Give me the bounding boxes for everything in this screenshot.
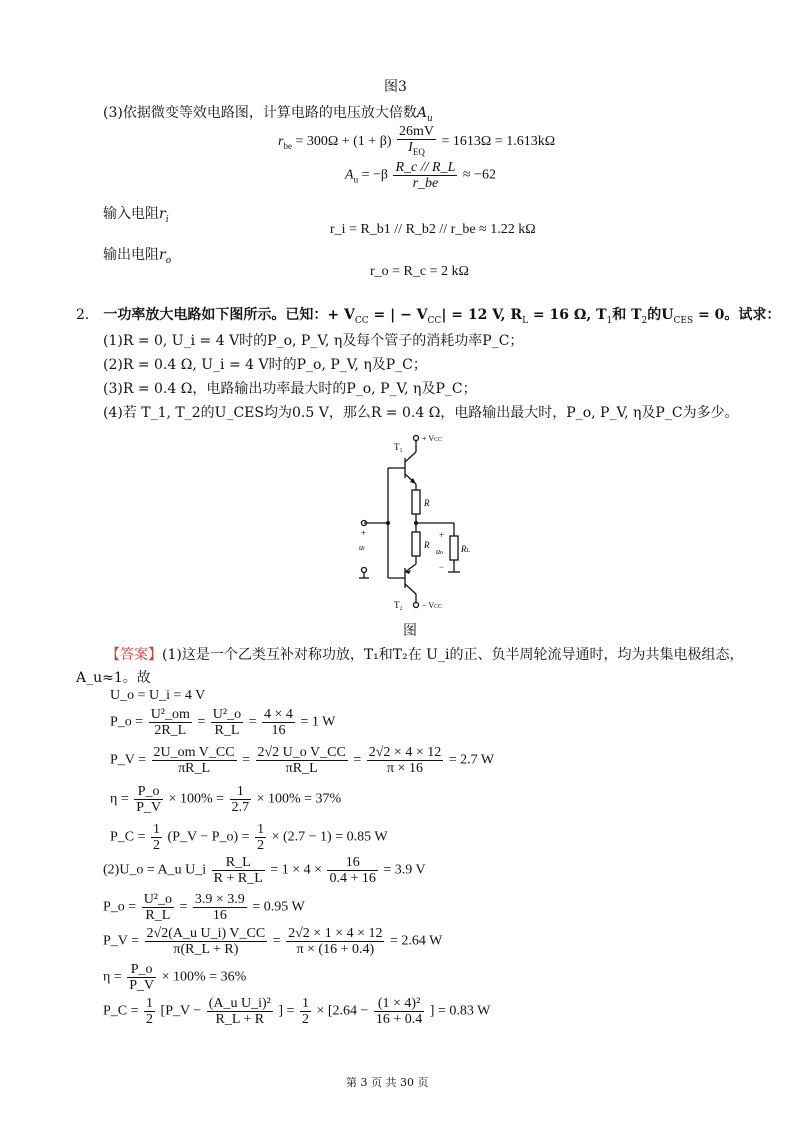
t2-label: T₂ (394, 600, 403, 610)
eq-po: P_o = $\frac{\text{U²\_om}}{2R\_L}$ = $\frac{\text{U²\_o}}{R\_L}$ = $\frac{4 \times 4}{16}$ = 1 W (110, 707, 336, 738)
figure3-caption: 图3 (384, 79, 407, 95)
eq-pc: P_C = $\frac{1}{2}$ (P_V − P_o) = $\frac{1}{2}$ × (2.7 − 1) = 0.85 W (110, 822, 388, 853)
svg-text:+ VCC: + VCC (422, 434, 443, 443)
eq2-po: P_o = $\frac{\text{U²\_o}}{R\_L}$ = $\frac{3.9 \times 3.9}{16}$ = 0.95 W (103, 892, 305, 923)
answer-line-1: 【答案】(1)这是一个乙类互补对称功放，T₁和T₂在 U_i的正、负半周轮流导通时，均为共集电极组态， (106, 647, 744, 663)
part3-text: (3)依据微变等效电路图，计算电路的电压放大倍数$A_u$ (103, 105, 433, 124)
svg-text:+: + (439, 530, 445, 540)
t1-label: T₁ (394, 442, 403, 452)
au-equation: $A_u = -\beta$ $\frac{R\_c // R\_L}{r\_be}$ ≈ −62 (345, 160, 496, 191)
eq-eta: η = $\frac{P\_o}{P\_V}$ × 100% = $\frac{1}{2.7}$ × 100% = 37% (110, 784, 342, 815)
eq2-eta: η = $\frac{P\_o}{P\_V}$ × 100% = 36% (103, 962, 247, 993)
ri-equation: r_i = R_b1 // R_b2 // r_be ≈ 1.22 kΩ (330, 222, 536, 237)
svg-text:RL: RL (461, 544, 471, 554)
answer-line-2: A_u≈1。故 (76, 670, 151, 686)
figure-caption: 图 (403, 623, 417, 639)
svg-text:uo: uo (436, 547, 443, 556)
svg-text:−: − (439, 562, 445, 572)
answer-tag: 【答案】 (106, 647, 162, 663)
svg-text:+: + (361, 528, 367, 538)
subquestion-2: (2)R = 0.4 Ω, U_i = 4 V时的P_o, P_V, η及P_C； (103, 357, 427, 373)
input-resistance-label: 输入电阻$r_i$ (103, 206, 169, 225)
rbe-equation: $r_{be} = 300\Omega + (1 + \beta)$ $\frac{26mV}{I_{EQ}}$ = 1613Ω = 1.613kΩ (278, 124, 555, 160)
push-pull-amplifier-circuit (350, 428, 480, 620)
output-resistance-label: 输出电阻$r_o$ (103, 247, 172, 266)
eq2-pc: P_C = $\frac{1}{2}$ [P_V − $\frac{\text{(A\_u U\_i)²}}{R\_L + R}$ ] = $\frac{1}{2}$ × [2.64 − $\frac{\text{(1 × 4)²}}{16 + 0.4}$ ] = 0.83 W (103, 996, 491, 1027)
eq-pv: P_V = $\frac{\text{2U\_om V\_CC}}{\pi R\_L}$ = $\frac{\text{2√2 U\_o V\_CC}}{\pi R\_L}$ = $\frac{2√2 \times 4 \times 12}{\pi \times 16}$ = 2.7 W (110, 745, 495, 776)
eq2-uo: (2)U_o = A_u U_i $\frac{R\_L}{R + R\_L}$ = 1 × 4 × $\frac{16}{0.4 + 16}$ = 3.9 V (103, 855, 426, 886)
ro-equation: r_o = R_c = 2 kΩ (370, 264, 469, 279)
question-2-header: 2． 一功率放大电路如下图所示。已知：+ $V_{CC}$ = | − $V_{CC}| = 12$ V, $R_L = 16$ Ω, $T_1$和 $T_2$的$U_{CES} = 0$。试求： (76, 307, 781, 326)
page-footer: 第 3 页 共 30 页 (346, 1076, 429, 1089)
svg-text:R: R (424, 498, 430, 508)
subquestion-1: (1)R = 0, U_i = 4 V时的P_o, P_V, η及每个管子的消耗功率P_C； (103, 333, 524, 349)
svg-text:ui: ui (359, 543, 365, 552)
svg-text:− VCC: − VCC (422, 601, 443, 610)
eq2-pv: P_V = $\frac{\text{2√2(A\_u U\_i) V\_CC}}{\pi(R\_L + R)}$ = $\frac{2√2 \times 1 \times 4 \times 12}{\pi \times (16 + 0.4)}$ = 2.64 W (103, 926, 443, 957)
subquestion-4: (4)若 T_1, T_2的U_CES均为0.5 V，那么R = 0.4 Ω，电路输出最大时，P_o, P_V, η及P_C为多少。 (103, 405, 739, 421)
svg-text:R: R (424, 540, 430, 550)
eq-uo: U_o = U_i = 4 V (110, 688, 206, 703)
subquestion-3: (3)R = 0.4 Ω，电路输出功率最大时的P_o, P_V, η及P_C； (103, 381, 477, 397)
